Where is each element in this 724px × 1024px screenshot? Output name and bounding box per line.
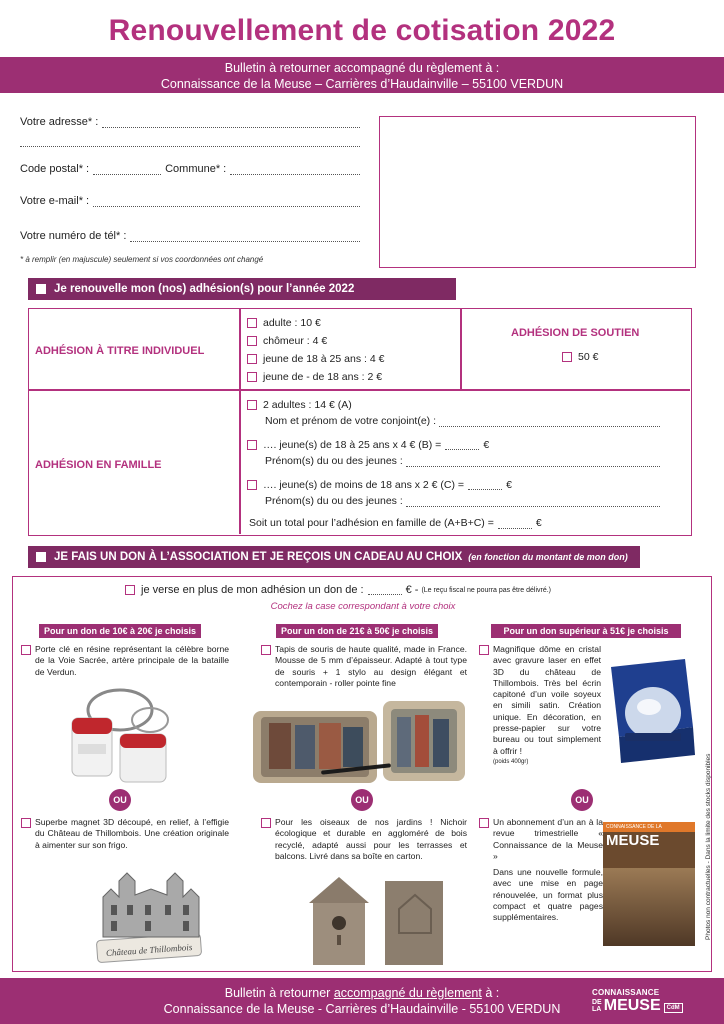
section-donation-note: (en fonction du montant de mon don)	[468, 552, 628, 562]
unit-label: € -	[405, 584, 419, 596]
option-jeune-moins-18[interactable]	[247, 371, 382, 383]
side-note-text: Photos non contractuelles - Dans la limite des stocks disponibles	[705, 753, 712, 940]
email-label: Votre e-mail* :	[20, 195, 90, 207]
form-note: * à remplir (en majuscule) seulement si vos coordonnées ont changé	[20, 255, 264, 264]
total-label: Soit un total pour l’adhésion en famille de (A+B+C) =	[249, 517, 494, 529]
address-line-2[interactable]	[20, 146, 360, 147]
gift-weight: (poids 400gr)	[493, 758, 529, 765]
conjoint-field[interactable]	[265, 415, 660, 427]
unit-label: €	[506, 479, 512, 491]
logo-meuse: MEUSE	[603, 997, 661, 1014]
membership-table	[28, 308, 692, 536]
logo-line3: LA	[592, 1006, 602, 1013]
gift-crystal-dome[interactable]	[479, 644, 601, 768]
address-field[interactable]	[20, 116, 360, 128]
magazine-photo	[603, 868, 695, 946]
gift-magnet[interactable]	[21, 817, 229, 851]
phone-label: Votre numéro de tél* :	[20, 230, 127, 242]
option-label: 50 €	[578, 351, 599, 363]
crystal-dome-image	[605, 657, 699, 765]
logo-line1: CONNAISSANCE	[592, 988, 660, 997]
checkbox-icon	[36, 552, 46, 562]
section-donation-heading	[28, 546, 640, 568]
gift-description: Porte clé en résine représentant la célèbre borne de la Voie Sacrée, artère principale de la bataille de Verdun.	[35, 644, 229, 677]
option-label: …. jeune(s) de moins de 18 ans x 2 € (C) =	[263, 479, 465, 491]
family-total[interactable]	[249, 517, 542, 529]
association-logo	[592, 988, 683, 1013]
checkbox[interactable]	[247, 372, 257, 382]
option-label: jeune de 18 à 25 ans : 4 €	[263, 353, 385, 365]
tier-21-50: Pour un don de 21€ à 50€ je choisis	[276, 624, 438, 638]
footer-line1-pre: Bulletin à retourner	[224, 986, 331, 1000]
checkbox-icon	[36, 284, 46, 294]
address-label: Votre adresse* :	[20, 116, 99, 128]
magazine-cover-sub: CONNAISSANCE DE LA	[603, 822, 695, 832]
checkbox[interactable]	[562, 352, 572, 362]
gift-subscription[interactable]	[479, 817, 603, 924]
gift-description: Tapis de souris de haute qualité, made in France. Mousse de 5 mm d’épaisseur. Adapté à tout type de souris + 1 stylo au design élégant et contemporain - roller pointe fine	[275, 644, 467, 688]
table-divider	[239, 309, 241, 534]
checkbox[interactable]	[261, 645, 271, 655]
keyring-image	[58, 682, 188, 786]
checkbox[interactable]	[247, 318, 257, 328]
checkbox[interactable]	[125, 585, 135, 595]
section-donation-title: JE FAIS UN DON À L’ASSOCIATION ET JE REÇOIS UN CADEAU AU CHOIX	[54, 551, 463, 563]
magazine-cover-image	[603, 822, 695, 946]
page-title: Renouvellement de cotisation 2022	[108, 14, 616, 47]
footer-line1-underlined: accompagné du règlement	[333, 986, 482, 1000]
gift-mousepad[interactable]	[261, 644, 467, 689]
or-badge: OU	[109, 789, 131, 811]
birdhouse-image	[295, 873, 455, 969]
section-renewal-title: Je renouvelle mon (nos) adhésion(s) pour l’année 2022	[54, 283, 355, 295]
gift-description: Pour les oiseaux de nos jardins ! Nichoir écologique et durable en aggloméré de bois recyclé, adapté aussi pour les terrasses et balcons. Livré dans sa boîte en carton.	[275, 817, 467, 861]
checkbox[interactable]	[247, 480, 257, 490]
unit-label: €	[535, 517, 542, 529]
checkbox[interactable]	[261, 818, 271, 828]
tier-10-20: Pour un don de 10€ à 20€ je choisis	[39, 624, 201, 638]
gift-keyring[interactable]	[21, 644, 229, 678]
option-adulte[interactable]	[247, 317, 321, 329]
tier-51-plus: Pour un don supérieur à 51€ je choisis	[491, 624, 681, 638]
jeunes-18-25-names[interactable]	[265, 455, 660, 467]
option-label: 2 adultes : 14 € (A)	[263, 399, 352, 411]
magazine-cover-title: MEUSE	[606, 832, 660, 849]
checkbox[interactable]	[21, 645, 31, 655]
mousepad-image	[251, 697, 469, 789]
option-jeune-18-25[interactable]	[247, 353, 384, 365]
option-label: …. jeune(s) de 18 à 25 ans x 4 € (B) =	[263, 439, 442, 451]
jeunes-moins-18-names[interactable]	[265, 495, 660, 507]
field-label: Prénom(s) du ou des jeunes :	[265, 495, 403, 507]
option-label: jeune de - de 18 ans : 2 €	[263, 371, 383, 383]
label-box	[379, 116, 696, 268]
footer-line2: Connaissance de la Meuse - Carrières d’Haudainville - 55100 VERDUN	[163, 1002, 561, 1016]
donation-label: je verse en plus de mon adhésion un don de :	[141, 584, 364, 596]
email-field[interactable]	[20, 195, 360, 207]
side-note	[693, 700, 712, 940]
checkbox[interactable]	[479, 645, 489, 655]
choice-instruction: Cochez la case correspondant à votre choix	[270, 601, 456, 612]
header-band	[0, 57, 724, 93]
gift-description: Magnifique dôme en cristal avec gravure laser en effet 3D du château de Thillombois. Très bel écrin capitoné d’un voile soyeux en simili satin. Création unique. En décoration, en presse-papier sur votre bureau ou tout simplement à offrir !	[493, 644, 601, 756]
field-label: Prénom(s) du ou des jeunes :	[265, 455, 403, 467]
logo-badge: CdM	[664, 1003, 683, 1013]
or-badge: OU	[571, 789, 593, 811]
gift-birdhouse[interactable]	[261, 817, 467, 862]
magnet-image	[87, 867, 215, 967]
family-label: ADHÉSION EN FAMILLE	[35, 459, 162, 471]
checkbox[interactable]	[247, 440, 257, 450]
logo-line2: DE	[592, 999, 602, 1006]
header-band-line2: Connaissance de la Meuse – Carrières d’Haudainville – 55100 VERDUN	[160, 77, 564, 91]
option-label: chômeur : 4 €	[263, 335, 328, 347]
checkbox[interactable]	[247, 400, 257, 410]
option-label: adulte : 10 €	[263, 317, 321, 329]
option-soutien[interactable]	[562, 351, 598, 363]
option-jeunes-18-25[interactable]	[247, 439, 489, 451]
header-band-line1: Bulletin à retourner accompagné du règlement à :	[224, 61, 500, 75]
section-renewal-heading	[28, 278, 456, 300]
option-2-adultes[interactable]	[247, 399, 352, 411]
checkbox[interactable]	[21, 818, 31, 828]
postal-commune-field[interactable]	[20, 163, 360, 175]
unit-label: €	[483, 439, 490, 451]
gift-extra: Dans une nouvelle formule, avec une mise en page rénouvelée, un format plus compact et quatre pages supplémentaires.	[493, 867, 603, 923]
postal-label: Code postal* :	[20, 163, 90, 175]
support-label: ADHÉSION DE SOUTIEN	[511, 327, 640, 339]
gift-description: Superbe magnet 3D découpé, en relief, à l’effigie du Château de Thillombois. Une création originale à aimenter sur son frigo.	[35, 817, 229, 850]
field-label: Nom et prénom de votre conjoint(e) :	[265, 415, 436, 427]
donation-amount-field[interactable]	[125, 584, 551, 596]
table-divider	[460, 309, 462, 389]
checkbox[interactable]	[479, 818, 489, 828]
commune-label: Commune* :	[165, 163, 227, 175]
table-divider	[29, 389, 690, 391]
checkbox[interactable]	[247, 354, 257, 364]
individual-label: ADHÉSION À TITRE INDIVIDUEL	[35, 345, 205, 357]
magnet-caption: Château de Thillombois	[105, 941, 193, 959]
donation-note: (Le reçu fiscal ne pourra pas être délivré.)	[421, 586, 552, 594]
donation-box	[12, 576, 712, 972]
checkbox[interactable]	[247, 336, 257, 346]
footer-line1-post: à :	[485, 986, 500, 1000]
gift-description: Un abonnement d’un an à la revue trimestrielle « Connaissance de la Meuse »	[493, 817, 603, 861]
or-badge: OU	[351, 789, 373, 811]
option-jeunes-moins-18[interactable]	[247, 479, 512, 491]
phone-field[interactable]	[20, 230, 360, 242]
option-chomeur[interactable]	[247, 335, 327, 347]
